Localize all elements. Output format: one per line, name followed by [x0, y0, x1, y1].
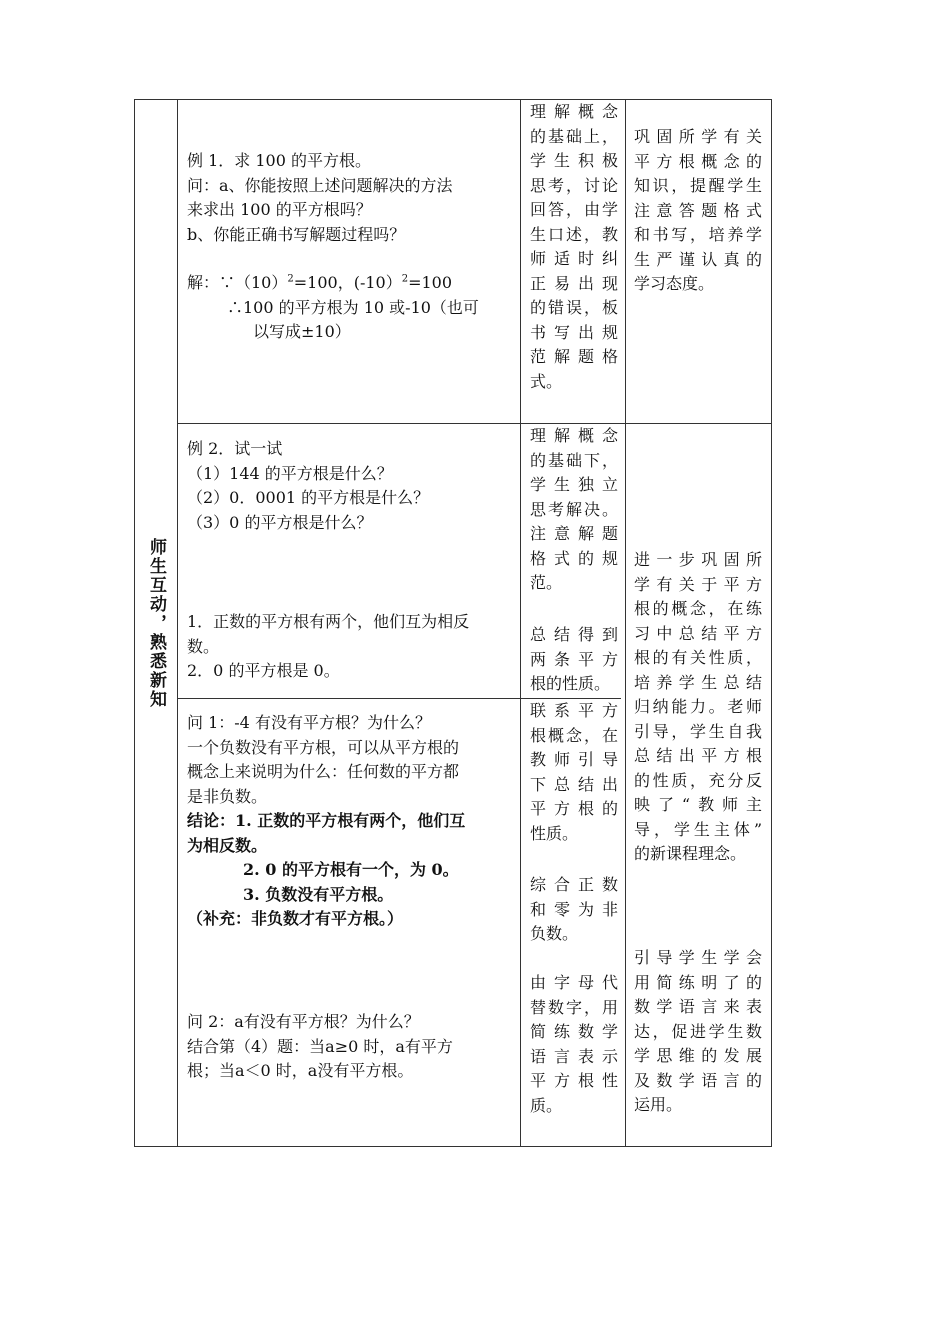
- purpose-line: 学习态度。: [634, 274, 715, 293]
- purpose-line: 进一步巩固所: [634, 550, 762, 569]
- row-divider-1: [177, 423, 772, 424]
- purpose-line: 映了“教师主: [634, 795, 762, 814]
- conclusion-1: 结论：1. 正数的平方根有两个，他们互: [187, 811, 466, 830]
- purpose-line: 运用。: [634, 1095, 683, 1114]
- activity-line: 正易出现: [530, 273, 618, 293]
- activity-line: 由字母代: [530, 973, 618, 992]
- conclusion-supplement: （补充：非负数才有平方根。）: [187, 909, 404, 928]
- activity-line: 根概念，在: [530, 725, 618, 745]
- question-2: 问 2：a有没有平方根？为什么？: [187, 1012, 420, 1031]
- property-1: 1．正数的平方根有两个，他们互为相反: [187, 612, 470, 631]
- activity-line: 学生独立: [530, 475, 618, 494]
- spacer: [187, 247, 517, 271]
- example1-question-a-cont: 来求出 100 的平方根吗？: [187, 200, 372, 219]
- purpose-line: 根的概念，在练: [634, 599, 762, 618]
- purpose-line: 巩固所学有关: [634, 127, 762, 146]
- purpose-line: 学思维的发展: [634, 1046, 762, 1065]
- activity-line: 范解题格: [530, 347, 618, 366]
- row1-purpose: [634, 125, 762, 297]
- activity-line: 性质。: [530, 823, 579, 843]
- lower-purpose: [634, 548, 762, 867]
- table-border-bottom: [134, 1146, 772, 1147]
- activity-line: 的基础下，: [530, 450, 618, 470]
- activity-line: 注意解题: [530, 524, 618, 543]
- example1-solution-line2: ∴100 的平方根为 10 或-10（也可: [227, 297, 479, 317]
- purpose-line: 根的有关性质，: [634, 648, 762, 667]
- row1-content: [187, 149, 517, 345]
- solution-part-a: 解：∵（10）: [187, 273, 288, 292]
- purpose-line: 引导学生学会: [634, 948, 762, 967]
- question-2-answer: 结合第（4）题：当a≥0 时，a有平方: [187, 1036, 453, 1056]
- table-border-right: [771, 99, 772, 1147]
- purpose-line: 培养学生总结: [634, 672, 762, 692]
- example2-title: 例 2．试一试: [187, 439, 283, 458]
- explanation-line: 概念上来说明为什么：任何数的平方都: [187, 762, 460, 781]
- conclusion-1-cont: 为相反数。: [187, 835, 268, 855]
- activity-line: 替数字，用: [530, 997, 618, 1017]
- activity-line: 理解概念: [530, 426, 618, 445]
- purpose-line: 的性质，充分反: [634, 770, 762, 790]
- purpose-line: 知识，提醒学生: [634, 176, 762, 195]
- row2-student-activity-b: [530, 623, 618, 697]
- activity-line: 格式的规: [530, 548, 618, 568]
- purpose-line: 生严谨认真的: [634, 249, 762, 269]
- table-border-left: [134, 99, 135, 1147]
- purpose-line: 和书写，培养学: [634, 225, 762, 244]
- activity-line: 根的性质。: [530, 674, 611, 693]
- example1-solution-line1: [187, 271, 517, 296]
- superscript-2: 2: [401, 273, 409, 285]
- row3-content: [187, 711, 517, 932]
- activity-line: 书写出规: [530, 322, 618, 342]
- activity-line: 简练数学: [530, 1022, 618, 1041]
- property-2: 2．0 的平方根是 0。: [187, 661, 340, 680]
- row2-content: [187, 437, 517, 535]
- solution-part-b: =100，(-10）: [293, 273, 402, 292]
- activity-line: 范。: [530, 573, 563, 592]
- activity-line: 理解概念: [530, 102, 618, 121]
- activity-line: 负数。: [530, 924, 579, 943]
- column-divider-1: [177, 99, 178, 1147]
- activity-line: 学生积极: [530, 151, 618, 170]
- purpose-line: 引导，学生自我: [634, 721, 762, 741]
- table-border-top: [134, 99, 772, 100]
- row3-student-activity-b: [530, 873, 618, 947]
- column-divider-3: [625, 99, 626, 1147]
- activity-line: 回答，由学: [530, 200, 618, 219]
- row3-question2: [187, 1010, 517, 1084]
- purpose-line: 平方根概念的: [634, 151, 762, 171]
- purpose-line: 用简练明了的: [634, 972, 762, 992]
- section-label: 师生互动，熟悉新知: [146, 538, 166, 709]
- activity-line: 联系平方: [530, 701, 618, 720]
- section-label-cell: [136, 100, 177, 1147]
- purpose-line: 习中总结平方: [634, 623, 762, 643]
- lower-purpose-2: [634, 946, 762, 1118]
- activity-line: 的基础上，: [530, 126, 618, 146]
- example2-item-2: （2）0．0001 的平方根是什么？: [187, 488, 430, 507]
- question-1: 问 1：-4 有没有平方根？为什么？: [187, 713, 431, 732]
- example1-question-b: b、你能正确书写解题过程吗？: [187, 224, 406, 244]
- explanation-line: 一个负数没有平方根，可以从平方根的: [187, 737, 460, 757]
- purpose-line: 总结出平方根: [634, 746, 762, 765]
- purpose-line: 及数学语言的: [634, 1070, 762, 1090]
- activity-line: 式。: [530, 371, 563, 391]
- column-divider-2: [520, 99, 521, 1147]
- example2-item-1: （1）144 的平方根是什么？: [187, 463, 393, 483]
- solution-part-c: =100: [408, 273, 453, 292]
- purpose-line: 学有关于平方: [634, 574, 762, 594]
- activity-line: 语言表示: [530, 1046, 618, 1066]
- purpose-line: 注意答题格式: [634, 200, 762, 220]
- activity-line: 两条平方: [530, 649, 618, 669]
- question-2-answer-cont: 根；当a＜0 时，a没有平方根。: [187, 1061, 414, 1080]
- activity-line: 平方根性: [530, 1071, 618, 1090]
- activity-line: 师适时纠: [530, 249, 618, 268]
- purpose-line: 的新课程理念。: [634, 844, 747, 863]
- purpose-line: 归纳能力。老师: [634, 697, 762, 716]
- explanation-line: 是非负数。: [187, 786, 268, 806]
- row2-student-activity-a: [530, 424, 618, 596]
- activity-line: 质。: [530, 1095, 563, 1115]
- example1-title: 例 1．求 100 的平方根。: [187, 151, 371, 170]
- conclusion-3: 3. 负数没有平方根。: [243, 884, 394, 904]
- purpose-line: 数学语言来表: [634, 997, 762, 1016]
- activity-line: 的错误，板: [530, 298, 618, 317]
- activity-line: 思考解决。: [530, 499, 618, 519]
- property-1-cont: 数。: [187, 636, 220, 656]
- conclusion-2: 2. 0 的平方根有一个，为 0。: [243, 860, 459, 879]
- activity-line: 生口述，教: [530, 224, 618, 244]
- activity-line: 平方根的: [530, 799, 618, 818]
- activity-line: 和零为非: [530, 899, 618, 919]
- row3-student-activity-a: [530, 699, 618, 846]
- activity-line: 思考，讨论: [530, 175, 618, 195]
- activity-line: 下总结出: [530, 774, 618, 794]
- activity-line: 教师引导: [530, 750, 618, 769]
- activity-line: 综合正数: [530, 875, 618, 894]
- row3-student-activity-c: [530, 971, 618, 1118]
- row1-student-activity: [530, 100, 618, 394]
- superscript-1: 2: [287, 273, 294, 285]
- example1-question-a: 问：a、你能按照上述问题解决的方法: [187, 175, 453, 195]
- row2-properties: [187, 610, 517, 684]
- activity-line: 总结得到: [530, 625, 618, 644]
- purpose-line: 导，学生主体”: [634, 819, 762, 839]
- example2-item-3: （3）0 的平方根是什么？: [187, 512, 373, 532]
- purpose-line: 达，促进学生数: [634, 1021, 762, 1041]
- example1-solution-line3: 以写成±10）: [253, 322, 351, 341]
